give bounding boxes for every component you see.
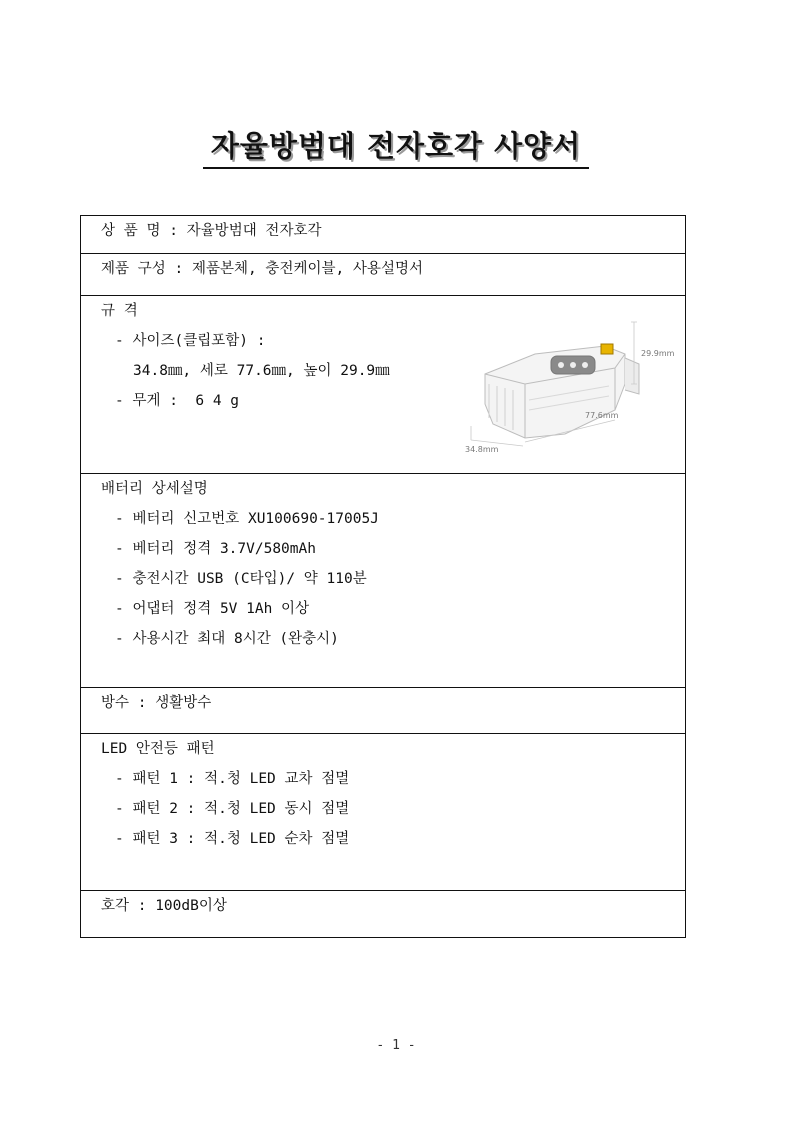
whistle-device-illustration (465, 314, 679, 454)
battery-heading: 배터리 상세설명 (101, 481, 208, 497)
battery-cell (81, 474, 686, 688)
spec-cell (81, 296, 686, 474)
siren-cell: 호각 : 100dB이상 (81, 891, 686, 938)
size-value: 34.8㎜, 세로 77.6㎜, 높이 29.9㎜ (133, 363, 390, 379)
row-spec (81, 296, 686, 474)
weight: - 무게 : 6 4 g (115, 393, 240, 409)
row-battery (81, 474, 686, 688)
led-item: - 패턴 3 : 적.청 LED 순차 점멸 (115, 831, 350, 847)
row-product-name (81, 216, 686, 254)
components-cell: 제품 구성 : 제품본체, 충전케이블, 사용설명서 (81, 254, 686, 296)
product-name-cell: 상 품 명 : 자율방범대 전자호각 (81, 216, 686, 254)
waterproof-cell: 방수 : 생활방수 (81, 688, 686, 734)
dim-width-label: 34.8mm (465, 445, 499, 454)
dim-height-label: 29.9mm (641, 349, 675, 358)
battery-item: - 사용시간 최대 8시간 (완충시) (115, 631, 339, 647)
dim-length-label: 77.6mm (585, 411, 619, 420)
led-item: - 패턴 2 : 적.청 LED 동시 점멸 (115, 801, 350, 817)
battery-item: - 베터리 정격 3.7V/580mAh (115, 541, 316, 557)
led-cell (81, 734, 686, 891)
row-components (81, 254, 686, 296)
battery-item: - 베터리 신고번호 XU100690-17005J (115, 511, 379, 527)
spec-table (80, 215, 686, 938)
document-title: 자율방범대 전자호각 사양서 (203, 124, 589, 169)
row-siren (81, 891, 686, 938)
battery-item: - 어댑터 정격 5V 1Ah 이상 (115, 601, 310, 617)
page-number: - 1 - (376, 1038, 416, 1053)
led-heading: LED 안전등 패턴 (101, 741, 215, 757)
title-wrap (0, 124, 792, 169)
row-waterproof (81, 688, 686, 734)
spec-heading: 규 격 (101, 303, 138, 319)
row-led (81, 734, 686, 891)
battery-item: - 충전시간 USB (C타입)/ 약 110분 (115, 571, 367, 587)
led-item: - 패턴 1 : 적.청 LED 교차 점멸 (115, 771, 350, 787)
size-label: - 사이즈(클립포함) : (115, 333, 266, 349)
